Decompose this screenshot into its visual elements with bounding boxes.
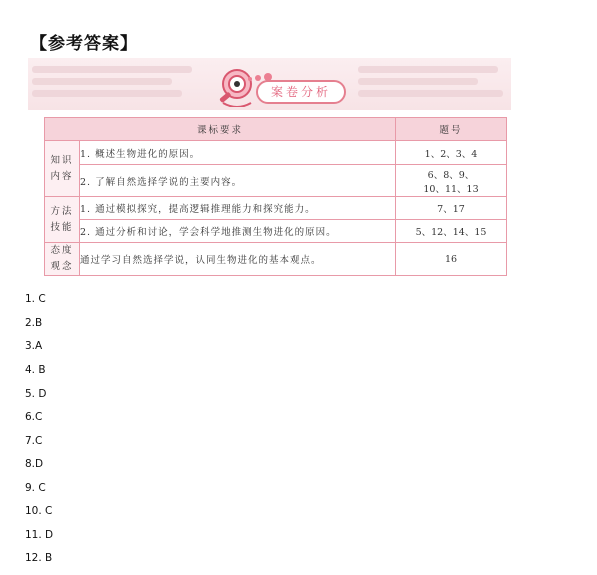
questions-cell: 7、17 — [396, 197, 507, 220]
category-knowledge — [45, 141, 80, 197]
requirement-cell: 2. 了解自然选择学说的主要内容。 — [80, 165, 396, 197]
questions-cell — [396, 165, 507, 197]
table-row — [45, 220, 507, 243]
analysis-table — [44, 117, 507, 276]
requirement-cell: 通过学习自然选择学说，认同生物进化的基本观点。 — [80, 243, 396, 276]
column-header-questions: 题号 — [396, 118, 507, 141]
requirement-cell: 1. 通过模拟探究，提高逻辑推理能力和探究能力。 — [80, 197, 396, 220]
page-title: 【参考答案】 — [30, 34, 138, 54]
answer-item: 12. B — [25, 552, 53, 564]
questions-cell: 5、12、14、15 — [396, 220, 507, 243]
answer-item: 2.B — [25, 317, 43, 329]
answer-item: 9. C — [25, 482, 46, 494]
answer-item: 5. D — [25, 388, 47, 400]
questions-line: 6、8、9、 — [427, 169, 475, 181]
questions-line: 10、11、13 — [423, 183, 479, 195]
requirement-cell: 1. 概述生物进化的原因。 — [80, 141, 396, 165]
table-row — [45, 197, 507, 220]
answer-item: 1. C — [25, 293, 46, 305]
table-row — [45, 243, 507, 276]
category-label: 方法 技能 — [50, 205, 74, 233]
answer-item: 7.C — [25, 435, 43, 447]
questions-cell: 1、2、3、4 — [396, 141, 507, 165]
category-label: 知识 内容 — [50, 154, 74, 182]
questions-cell: 16 — [396, 243, 507, 276]
category-label: 态度 观念 — [50, 245, 74, 272]
answer-item: 4. B — [25, 364, 46, 376]
section-badge: 案卷分析 — [256, 80, 346, 104]
requirement-cell: 2. 通过分析和讨论，学会科学地推测生物进化的原因。 — [80, 220, 396, 243]
answer-item: 10. C — [25, 505, 53, 517]
table-row — [45, 165, 507, 197]
category-attitude — [45, 243, 80, 276]
answer-item: 11. D — [25, 529, 54, 541]
column-header-requirement: 课标要求 — [45, 118, 396, 141]
answer-item: 8.D — [25, 458, 44, 470]
table-row — [45, 141, 507, 165]
answer-item: 6.C — [25, 411, 43, 423]
category-method — [45, 197, 80, 243]
answer-item: 3.A — [25, 340, 43, 352]
